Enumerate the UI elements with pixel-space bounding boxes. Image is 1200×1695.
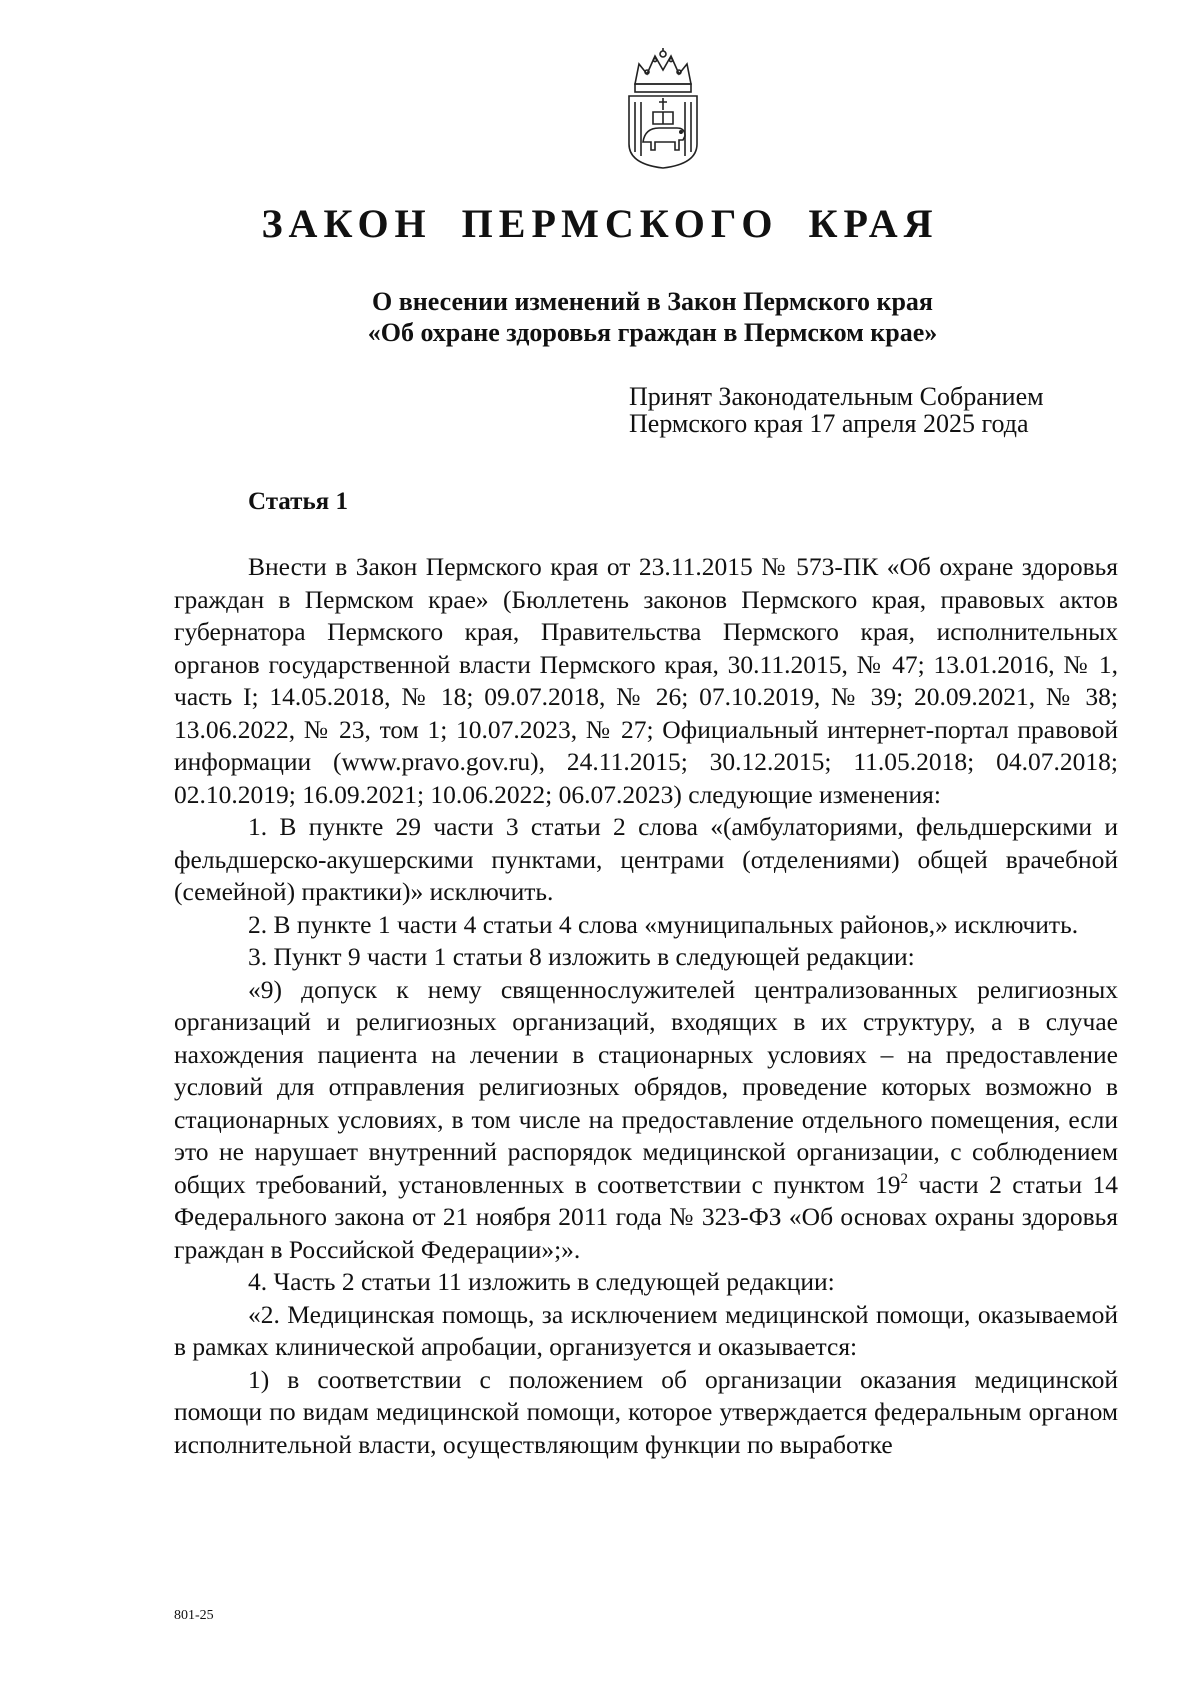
- paragraph: 1) в соответствии с положением об организации оказания медицинской помощи по видам медицинской помощи, которое утверждается федеральным органом исполнительной власти, осуществляющим функции по выработке: [174, 1364, 1118, 1459]
- subtitle-line: «Об охране здоровья граждан в Пермском крае»: [367, 318, 938, 347]
- adoption-note: [629, 383, 1044, 437]
- document-code: 801-25: [174, 1608, 214, 1623]
- subtitle-line: О внесении изменений в Закон Пермского края: [372, 287, 933, 316]
- paragraph: 4. Часть 2 статьи 11 изложить в следующей редакции:: [248, 1267, 835, 1296]
- paragraph: 2. В пункте 1 части 4 статьи 4 слова «муниципальных районов,» исключить.: [248, 909, 1079, 939]
- paragraph: 1. В пункте 29 части 3 статьи 2 слова «(амбулаториями, фельдшерскими и фельдшерско-акушерскими пунктами, центрами (отделениями) общей врачебной (семейной) практики)» исключить.: [174, 812, 1118, 906]
- perm-krai-coat-of-arms-icon: [625, 48, 701, 170]
- paragraph-item-9: [174, 974, 1118, 1267]
- paragraph: Внести в Закон Пермского края от 23.11.2015 № 573-ПК «Об охране здоровья граждан в Пермском крае» (Бюллетень законов Пермского края, правовых актов губернатора Пермского края, Правительства Пермского края, исполнительных органов государственной власти Пермского края, 30.11.2015, № 47; 13.01.2016, № 1, часть I; 14.05.2018, № 18; 09.07.2018, № 26; 07.10.2019, № 39; 20.09.2021, № 38; 13.06.2022, № 23, том 1; 10.07.2023, № 27; Официальный интернет-портал правовой информации (www.pravo.gov.ru), 24.11.2015; 30.12.2015; 11.05.2018; 04.07.2018; 02.10.2019; 16.09.2021; 10.06.2022; 06.07.2023) следующие изменения:: [174, 552, 1118, 809]
- paragraph-text: «9) допуск к нему священнослужителей централизованных религиозных организаций и религиозных организаций, входящих в их структуру, а в случае нахождения пациента на лечении в стационарных условиях – на предоставление условий для отправления религиозных обрядов, проведение которых возможно в стационарных условиях, в том числе на предоставление отдельного помещения, если это не нарушает внутренний распорядок медицинской организации, с соблюдением общих требований, установленных в соответствии с пунктом 19: [174, 974, 1118, 1199]
- article-body: [174, 551, 1118, 1461]
- adoption-line: Принят Законодательным Собранием: [629, 382, 1044, 411]
- paragraph: 3. Пункт 9 части 1 статьи 8 изложить в следующей редакции:: [248, 942, 915, 971]
- law-subtitle: [0, 286, 1200, 348]
- law-title: ЗАКОН ПЕРМСКОГО КРАЯ: [261, 201, 939, 246]
- paragraph-text: части 2 статьи 14 Федерального закона от 21 ноября 2011 года № 323-ФЗ «Об основах охраны здоровья граждан в Российской Федерации»;».: [174, 1169, 1118, 1264]
- adoption-line: Пермского края 17 апреля 2025 года: [629, 409, 1029, 438]
- article-heading: Статья 1: [248, 488, 348, 515]
- paragraph: «2. Медицинская помощь, за исключением медицинской помощи, оказываемой в рамках клинической апробации, организуется и оказывается:: [174, 1299, 1118, 1361]
- superscript: 2: [900, 1170, 909, 1187]
